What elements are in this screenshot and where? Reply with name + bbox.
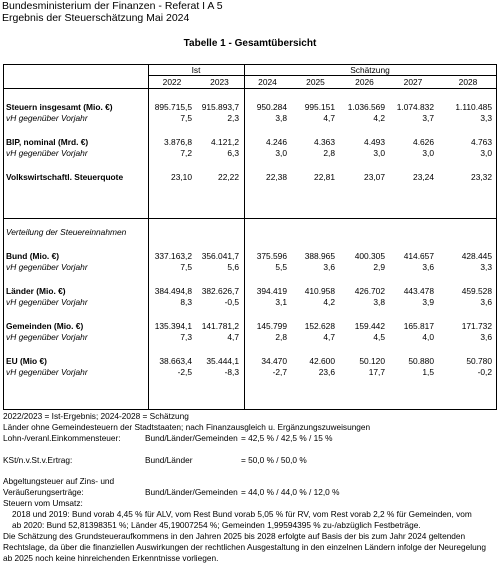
table-cell: 4.763	[471, 137, 492, 147]
table-cell: 3,3	[480, 262, 492, 272]
table-cell: 4.363	[314, 137, 335, 147]
footnote-ust-2018: 2018 und 2019: Bund vorab 4,45 % für ALV, vom Rest Bund vorab 5,05 % für RV, vom Rest vorab 2,2 % für Gemeinden, vom	[12, 509, 472, 519]
table-cell: 337.163,2	[154, 251, 192, 261]
footnote-laender: Länder ohne Gemeindesteuern der Stadtstaaten; nach Finanzausgleich u. Ergänzungszuweisungen	[3, 422, 371, 432]
table-cell: 394.419	[256, 286, 287, 296]
table-cell: 171.732	[461, 321, 492, 331]
section-heading: Verteilung der Steuereinnahmen	[6, 227, 127, 237]
table-cell: 23,6	[318, 367, 335, 377]
footnote-abg-label1: Abgeltungsteuer auf Zins- und	[3, 476, 115, 486]
table-cell: 2,8	[275, 332, 287, 342]
row-label-change: vH gegenüber Vorjahr	[6, 367, 88, 377]
footnote-ust-2020: ab 2020: Bund 52,81398351 %; Länder 45,19007254 %; Gemeinden 1,99594395 % zu-/abzüglich Festbeträge.	[12, 520, 421, 530]
group-header-underline	[148, 75, 496, 76]
table-cell: 2,8	[323, 148, 335, 158]
row-label: BIP, nominal (Mrd. €)	[6, 137, 89, 147]
table-cell: 384.494,8	[154, 286, 192, 296]
table-cell: 3,6	[480, 332, 492, 342]
ministry-name: Bundesministerium der Finanzen - Referat I A 5	[2, 0, 223, 12]
year-header-underline	[4, 88, 496, 89]
table-cell: 1.110.485	[455, 102, 492, 112]
table-cell: 159.442	[354, 321, 385, 331]
footnote-ist-schaetzung: 2022/2023 = Ist-Ergebnis; 2024-2028 = Schätzung	[3, 411, 189, 421]
table-cell: 356.041,7	[201, 251, 239, 261]
table-cell: 410.958	[304, 286, 335, 296]
row-label-change: vH gegenüber Vorjahr	[6, 262, 88, 272]
table-cell: 3,7	[422, 113, 434, 123]
estimate-subtitle: Ergebnis der Steuerschätzung Mai 2024	[2, 12, 190, 24]
table-cell: 145.799	[256, 321, 287, 331]
table-cell: 428.445	[461, 251, 492, 261]
row-label-change: vH gegenüber Vorjahr	[6, 332, 88, 342]
footnote-abg-label2: Veräußerungserträge:	[3, 487, 84, 497]
year-header-2028: 2028	[458, 77, 478, 87]
row-label-change: vH gegenüber Vorjahr	[6, 113, 88, 123]
table-cell: 443.478	[403, 286, 434, 296]
table-cell: 50.780	[466, 356, 492, 366]
table-cell: 895.715,5	[154, 102, 192, 112]
table-cell: 2,3	[227, 113, 239, 123]
table-cell: 141.781,2	[201, 321, 239, 331]
row-label: Bund (Mio. €)	[6, 251, 60, 261]
row-label-change: vH gegenüber Vorjahr	[6, 297, 88, 307]
footnote-lohn-label: Lohn-/veranl.Einkommensteuer:	[3, 433, 121, 443]
table-cell: -0,5	[224, 297, 239, 307]
year-header-2025: 2025	[306, 77, 325, 87]
table-cell: 50.880	[408, 356, 434, 366]
table-cell: 4,5	[373, 332, 385, 342]
footnote-lohn-share: = 42,5 % / 42,5 % / 15 %	[241, 433, 333, 443]
table-cell: 3,0	[480, 148, 492, 158]
table-cell: 3.876,8	[164, 137, 192, 147]
footnote-grundsteuer-1: Die Schätzung des Grundsteueraufkommens in den Jahren 2025 bis 2028 erfolgte auf Basis der bis zum Jahr 2024 geltenden	[3, 531, 466, 541]
table-cell: -2,5	[177, 367, 192, 377]
row-label: Steuern insgesamt (Mio. €)	[6, 102, 113, 112]
footnote-kst-share: = 50,0 % / 50,0 %	[241, 455, 307, 465]
year-header-2022: 2022	[162, 77, 182, 87]
table-cell: 5,5	[275, 262, 287, 272]
table-cell: 3,8	[275, 113, 287, 123]
table-cell: 915.893,7	[201, 102, 239, 112]
table-cell: 1.074.832	[396, 102, 434, 112]
footnote-abg-share: = 44,0 % / 44,0 % / 12,0 %	[241, 487, 340, 497]
table-cell: 3,6	[323, 262, 335, 272]
year-header-2026: 2026	[355, 77, 374, 87]
group-ist: Ist	[191, 65, 201, 75]
table-cell: 22,22	[218, 172, 239, 182]
table-cell: 23,10	[171, 172, 192, 182]
table-cell: 4.493	[364, 137, 385, 147]
overview-table	[3, 64, 497, 410]
table-cell: 7,2	[180, 148, 192, 158]
table-cell: 3,0	[373, 148, 385, 158]
table-cell: -2,7	[272, 367, 287, 377]
table-cell: 5,6	[227, 262, 239, 272]
table-cell: 4.121,2	[211, 137, 239, 147]
table-cell: 4,0	[422, 332, 434, 342]
row-label-change: vH gegenüber Vorjahr	[6, 148, 88, 158]
table-cell: 4.626	[413, 137, 434, 147]
table-cell: 995.151	[304, 102, 335, 112]
table-cell: 3,8	[373, 297, 385, 307]
table-cell: 950.284	[256, 102, 287, 112]
table-cell: 6,3	[227, 148, 239, 158]
row-label: EU (Mio €)	[6, 356, 47, 366]
table-cell: 414.657	[403, 251, 434, 261]
table-cell: 4,7	[227, 332, 239, 342]
table-cell: 388.965	[304, 251, 335, 261]
table-cell: 3,9	[422, 297, 434, 307]
footnote-lohn-who: Bund/Länder/Gemeinden	[145, 433, 238, 443]
footnote-kst-who: Bund/Länder	[145, 455, 193, 465]
table-cell: 3,3	[480, 113, 492, 123]
table-cell: 4,2	[373, 113, 385, 123]
table-cell: 4,7	[323, 113, 335, 123]
document-header	[2, 0, 223, 24]
table-cell: 3,6	[422, 262, 434, 272]
table-cell: 426.702	[354, 286, 385, 296]
table-cell: 22,38	[266, 172, 287, 182]
table-cell: 22,81	[314, 172, 335, 182]
year-header-2024: 2024	[258, 77, 277, 87]
table-cell: 4,2	[323, 297, 335, 307]
table-cell: 1,5	[422, 367, 434, 377]
footnote-abg-who: Bund/Länder/Gemeinden	[145, 487, 238, 497]
table-cell: 459.528	[461, 286, 492, 296]
footnote-grundsteuer-2: Rechtslage, da über die finanziellen Auswirkungen der rechtlichen Ausgestaltung in den einzelnen Ländern infolge der Neuregelung	[3, 542, 486, 552]
footnote-ust-label: Steuern vom Umsatz:	[3, 498, 83, 508]
table-cell: 42.600	[309, 356, 335, 366]
table-cell: 400.305	[354, 251, 385, 261]
row-label: Gemeinden (Mio. €)	[6, 321, 84, 331]
table-cell: 7,3	[180, 332, 192, 342]
table-cell: 152.628	[304, 321, 335, 331]
table-cell: -0,2	[477, 367, 492, 377]
table-cell: 4,7	[323, 332, 335, 342]
table-cell: 34.470	[261, 356, 287, 366]
table-cell: 3,0	[422, 148, 434, 158]
table-cell: 17,7	[368, 367, 385, 377]
table-cell: 35.444,1	[206, 356, 239, 366]
table-cell: 23,24	[413, 172, 434, 182]
footnote-grundsteuer-3: ab 2025 noch keine hinreichenden Erkenntnisse vorliegen.	[3, 553, 219, 563]
row-label: Länder (Mio. €)	[6, 286, 66, 296]
table-cell: 375.596	[256, 251, 287, 261]
footnote-kst-label: KSt/n.v.St.v.Ertrag:	[3, 455, 73, 465]
table-cell: 4.246	[266, 137, 287, 147]
year-header-2027: 2027	[403, 77, 423, 87]
section-divider	[4, 218, 496, 219]
table-cell: 7,5	[180, 113, 192, 123]
table-cell: 38.663,4	[159, 356, 192, 366]
table-cell: 50.120	[359, 356, 385, 366]
table-cell: 382.626,7	[201, 286, 239, 296]
table-cell: 3,0	[275, 148, 287, 158]
table-cell: 8,3	[180, 297, 192, 307]
table-cell: 2,9	[373, 262, 385, 272]
row-label: Volkswirtschaftl. Steuerquote	[6, 172, 124, 182]
table-cell: 1.036.569	[347, 102, 385, 112]
year-header-2023: 2023	[210, 77, 229, 87]
table-cell: -8,3	[224, 367, 239, 377]
group-schaetzung: Schätzung	[350, 65, 390, 75]
table-cell: 3,6	[480, 297, 492, 307]
table-cell: 165.817	[403, 321, 434, 331]
table-title: Tabelle 1 - Gesamtübersicht	[183, 38, 317, 49]
table-cell: 3,1	[275, 297, 287, 307]
table-cell: 23,07	[364, 172, 385, 182]
table-cell: 135.394,1	[154, 321, 192, 331]
table-cell: 23,32	[471, 172, 492, 182]
table-cell: 7,5	[180, 262, 192, 272]
